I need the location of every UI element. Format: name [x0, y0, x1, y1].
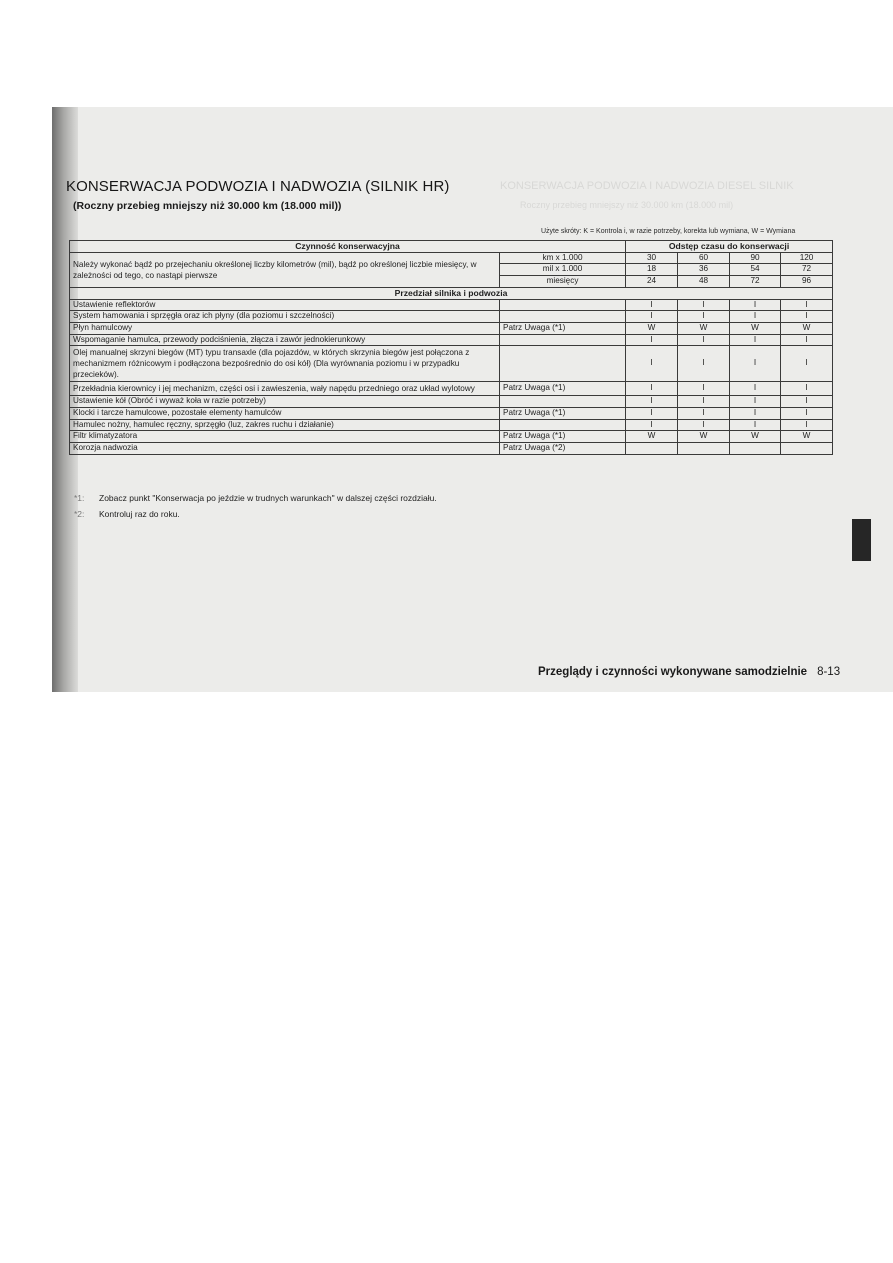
- table-row: [70, 334, 833, 346]
- row-value: [678, 443, 730, 455]
- interval-value: 24: [626, 276, 678, 288]
- row-note: Patrz Uwaga (*1): [500, 382, 626, 396]
- footnote: [74, 506, 437, 522]
- interval-value: 60: [678, 252, 730, 264]
- row-value: I: [678, 346, 730, 382]
- row-value: I: [678, 382, 730, 396]
- row-value: I: [781, 408, 833, 420]
- row-item: Wspomaganie hamulca, przewody podciśnienia, złącza i zawór jednokierunkowy: [70, 334, 500, 346]
- interval-value: 54: [730, 264, 781, 276]
- row-value: I: [626, 346, 678, 382]
- row-value: I: [730, 419, 781, 431]
- row-value: I: [730, 408, 781, 420]
- table-row: [70, 396, 833, 408]
- row-value: I: [730, 311, 781, 323]
- row-value: W: [781, 431, 833, 443]
- row-note: [500, 346, 626, 382]
- interval-value: 120: [781, 252, 833, 264]
- row-note: [500, 311, 626, 323]
- table-row: [70, 299, 833, 311]
- row-value: I: [626, 396, 678, 408]
- footer-section: Przeglądy i czynności wykonywane samodzielnie: [538, 666, 808, 678]
- row-value: I: [730, 396, 781, 408]
- row-value: W: [626, 431, 678, 443]
- row-item: Olej manualnej skrzyni biegów (MT) typu transaxle (dla pojazdów, w których skrzynia biegów jest połączona z mechanizmem różnicowym i podłączona bezpośrednio do osi kół) (Dla wyrównania poziomu i w przypadku przecieków).: [70, 346, 500, 382]
- interval-value: 72: [781, 264, 833, 276]
- row-value: W: [730, 322, 781, 334]
- interval-row-km: [70, 252, 833, 264]
- row-item: Ustawienie kół (Obróć i wyważ koła w razie potrzeby): [70, 396, 500, 408]
- unit-label: mil x 1.000: [500, 264, 626, 276]
- table-row: [70, 431, 833, 443]
- page-footer: [538, 666, 840, 678]
- row-value: I: [678, 419, 730, 431]
- row-note: Patrz Uwaga (*1): [500, 408, 626, 420]
- bleed-through-title: KONSERWACJA PODWOZIA I NADWOZIA DIESEL SILNIK: [500, 180, 794, 192]
- row-value: I: [781, 299, 833, 311]
- row-value: I: [626, 334, 678, 346]
- footnote-text: Zobacz punkt "Konserwacja po jeździe w trudnych warunkach" w dalszej części rozdziału.: [99, 493, 437, 503]
- footnote: [74, 490, 437, 506]
- table-row: [70, 322, 833, 334]
- table-row: [70, 311, 833, 323]
- table-row: [70, 408, 833, 420]
- row-note: [500, 419, 626, 431]
- footnote-text: Kontroluj raz do roku.: [99, 509, 180, 519]
- row-value: [730, 443, 781, 455]
- chapter-tab-marker: [852, 519, 871, 561]
- row-value: I: [730, 346, 781, 382]
- row-value: I: [781, 382, 833, 396]
- row-value: I: [626, 299, 678, 311]
- section-row: [70, 287, 833, 299]
- row-value: I: [730, 299, 781, 311]
- page-number: 8-13: [817, 666, 841, 678]
- row-value: I: [626, 408, 678, 420]
- row-item: Płyn hamulcowy: [70, 322, 500, 334]
- interval-value: 18: [626, 264, 678, 276]
- row-value: I: [626, 311, 678, 323]
- row-value: W: [626, 322, 678, 334]
- row-value: W: [678, 431, 730, 443]
- row-value: I: [626, 419, 678, 431]
- row-value: I: [730, 334, 781, 346]
- interval-description: Należy wykonać bądź po przejechaniu określonej liczby kilometrów (mil), bądź po określonej liczbie miesięcy, w zależności od tego, co nastąpi pierwsze: [70, 252, 500, 287]
- row-note: [500, 396, 626, 408]
- footnote-mark: *2:: [74, 509, 85, 519]
- header-interval: Odstęp czasu do konserwacji: [626, 241, 833, 253]
- row-note: Patrz Uwaga (*2): [500, 443, 626, 455]
- row-value: W: [730, 431, 781, 443]
- row-value: [626, 443, 678, 455]
- abbreviation-legend: Użyte skróty: K = Kontrola i, w razie potrzeby, korekta lub wymiana, W = Wymiana: [541, 228, 796, 235]
- row-value: I: [781, 334, 833, 346]
- row-value: W: [781, 322, 833, 334]
- page-subtitle: (Roczny przebieg mniejszy niż 30.000 km (18.000 mil)): [73, 200, 342, 212]
- interval-value: 90: [730, 252, 781, 264]
- unit-label: miesięcy: [500, 276, 626, 288]
- row-item: Ustawienie reflektorów: [70, 299, 500, 311]
- row-value: I: [678, 311, 730, 323]
- row-value: I: [678, 334, 730, 346]
- row-value: I: [678, 408, 730, 420]
- row-value: I: [781, 419, 833, 431]
- row-value: [781, 443, 833, 455]
- table-row: [70, 443, 833, 455]
- section-title: Przedział silnika i podwozia: [70, 287, 833, 299]
- interval-value: 48: [678, 276, 730, 288]
- row-value: I: [626, 382, 678, 396]
- row-note: Patrz Uwaga (*1): [500, 431, 626, 443]
- interval-value: 72: [730, 276, 781, 288]
- table-row: [70, 346, 833, 382]
- header-task: Czynność konserwacyjna: [70, 241, 626, 253]
- row-value: I: [678, 396, 730, 408]
- row-value: I: [678, 299, 730, 311]
- interval-value: 30: [626, 252, 678, 264]
- row-value: I: [730, 382, 781, 396]
- row-value: I: [781, 346, 833, 382]
- bleed-through-subtitle: Roczny przebieg mniejszy niż 30.000 km (18.000 mil): [520, 200, 734, 210]
- maintenance-table: [69, 240, 833, 455]
- row-item: Korozja nadwozia: [70, 443, 500, 455]
- page-title: KONSERWACJA PODWOZIA I NADWOZIA (SILNIK HR): [66, 178, 450, 195]
- table-row: [70, 382, 833, 396]
- row-item: Filtr klimatyzatora: [70, 431, 500, 443]
- row-note: Patrz Uwaga (*1): [500, 322, 626, 334]
- row-note: [500, 299, 626, 311]
- footnotes: [74, 490, 437, 522]
- interval-value: 36: [678, 264, 730, 276]
- row-item: Przekładnia kierownicy i jej mechanizm, części osi i zawieszenia, wały napędu przedniego oraz układ wylotowy: [70, 382, 500, 396]
- row-item: Hamulec nożny, hamulec ręczny, sprzęgło (luz, zakres ruchu i działanie): [70, 419, 500, 431]
- row-value: I: [781, 396, 833, 408]
- row-note: [500, 334, 626, 346]
- unit-label: km x 1.000: [500, 252, 626, 264]
- row-value: I: [781, 311, 833, 323]
- row-value: W: [678, 322, 730, 334]
- table-row: [70, 419, 833, 431]
- row-item: Klocki i tarcze hamulcowe, pozostałe elementy hamulców: [70, 408, 500, 420]
- table-header-row: [70, 241, 833, 253]
- row-item: System hamowania i sprzęgła oraz ich płyny (dla poziomu i szczelności): [70, 311, 500, 323]
- interval-value: 96: [781, 276, 833, 288]
- footnote-mark: *1:: [74, 493, 85, 503]
